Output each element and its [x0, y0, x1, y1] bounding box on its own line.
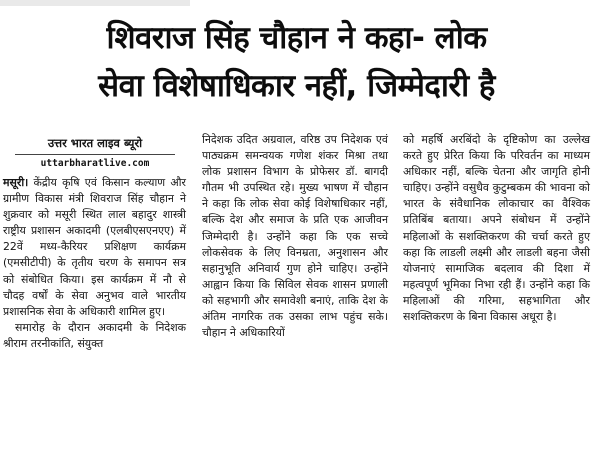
column-2-text: निदेशक उदित अग्रवाल, वरिष्ठ उप निदेशक एवं पाठ्यक्रम समन्वयक गणेश शंकर मिश्रा तथा लोक प्रशासन विभाग के प्रोफेसर डॉ. बागदी गौतम भी उपस्थित रहे। मुख्य भाषण में चौहान ने कहा कि लोक सेवा कोई विशेषाधिकार नहीं, बल्कि देश और समाज के प्रति एक आजीवन जिम्मेदारी है। उन्होंने कहा कि एक सच्चे लोकसेवक के लिए विनम्रता, अनुशासन और सहानुभूति अनिवार्य गुण होने चाहिए। उन्होंने आह्वान किया कि सिविल सेवक शासन प्रणाली को सहभागी और समावेशी बनाएं, ताकि देश के अंतिम नागरिक तक उसका लाभ पहुंच सके। चौहान ने अधिकारियों	[202, 133, 388, 340]
byline: उत्तर भारत लाइव ब्यूरो	[15, 136, 175, 155]
article-column-1	[3, 136, 186, 352]
column-3-text: को महर्षि अरबिंदो के दृष्टिकोण का उल्लेख करते हुए प्रेरित किया कि परिवर्तन का माध्यम अधिकार नहीं, बल्कि चेतना और जागृति होनी चाहिए। उन्होंने वसुधैव कुटुम्बकम की भावना को भारत के संवैधानिक लोकाचार का वैश्विक प्रतिबिंब बताया। अपने संबोधन में उन्होंने महिलाओं के सशक्तिकरण की चर्चा करते हुए कहा कि लाडली लक्ष्मी और लाडली बहना जैसी योजनाएं सामाजिक बदलाव की दिशा में महत्वपूर्ण भूमिका निभा रही हैं। उन्होंने कहा कि महिलाओं की गरिमा, सहभागिता और सशक्तिकरण के बिना विकास अधूरा है।	[403, 133, 590, 324]
headline-line-1: शिवराज सिंह चौहान ने कहा- लोक	[106, 20, 487, 56]
headline-line-2: सेवा विशेषाधिकार नहीं, जिम्मेदारी है	[98, 68, 495, 104]
paragraph-1	[3, 175, 186, 320]
article-column-3	[403, 132, 590, 325]
paragraph-2: समारोह के दौरान अकादमी के निदेशक श्रीराम तरनीकांति, संयुक्त	[3, 320, 186, 350]
top-edge-strip	[0, 0, 190, 6]
dateline: मसूरी।	[3, 176, 29, 189]
paragraph-1-text: केंद्रीय कृषि एवं किसान कल्याण और ग्रामीण विकास मंत्री शिवराज सिंह चौहान ने शुक्रवार को मसूरी स्थित लाल बहादुर शास्त्री राष्ट्रीय प्रशासन अकादमी (एलबीएसएनएए) में 22वें मध्य-कैरियर प्रशिक्षण कार्यक्रम (एमसीटीपी) के तृतीय चरण के समापन सत्र को संबोधित किया। इस कार्यक्रम में नौ से चौदह वर्षों के सेवा अनुभव वाले भारतीय प्रशासनिक सेवा के अधिकारी शामिल हुए।	[3, 176, 186, 318]
article-column-2	[202, 132, 388, 341]
website-url: uttarbharatlive.com	[40, 158, 150, 169]
headline	[0, 14, 593, 110]
